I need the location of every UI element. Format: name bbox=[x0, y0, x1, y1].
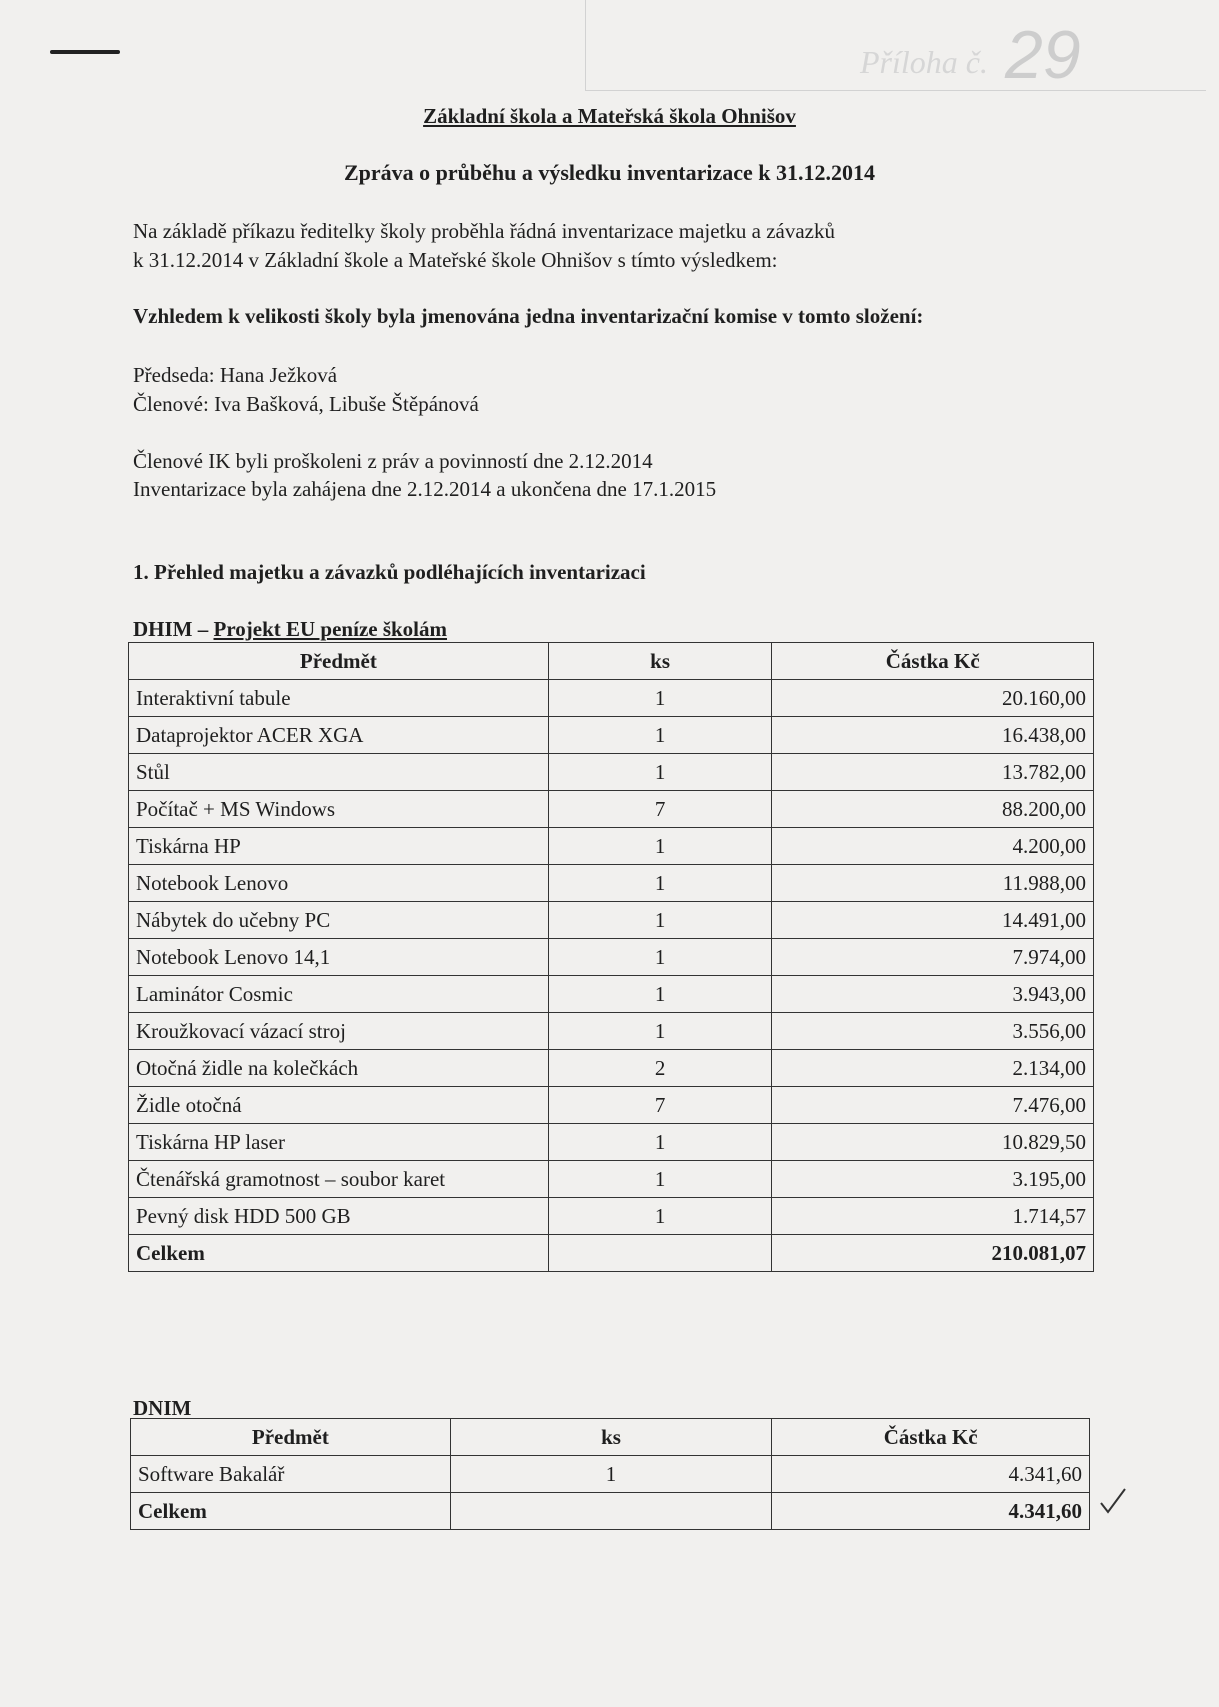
total-amount: 4.341,60 bbox=[772, 1493, 1090, 1530]
commission-members: Členové: Iva Bašková, Libuše Štěpánová bbox=[133, 392, 479, 416]
row-qty: 1 bbox=[548, 1161, 772, 1198]
row-amount: 7.974,00 bbox=[772, 939, 1094, 976]
inventory-dates: Inventarizace byla zahájena dne 2.12.2014 a ukončena dne 17.1.2015 bbox=[133, 477, 717, 501]
total-qty bbox=[450, 1493, 772, 1530]
row-qty: 2 bbox=[548, 1050, 772, 1087]
dhim-caption-project: Projekt EU peníze školám bbox=[213, 617, 448, 641]
table-row bbox=[129, 791, 1094, 828]
row-amount: 11.988,00 bbox=[772, 865, 1094, 902]
table-row bbox=[129, 717, 1094, 754]
table-row bbox=[129, 1050, 1094, 1087]
col-header-qty: ks bbox=[548, 643, 772, 680]
row-item: Software Bakalář bbox=[131, 1456, 451, 1493]
table-row bbox=[129, 754, 1094, 791]
row-item: Čtenářská gramotnost – soubor karet bbox=[129, 1161, 549, 1198]
col-header-amount: Částka Kč bbox=[772, 643, 1094, 680]
row-item: Počítač + MS Windows bbox=[129, 791, 549, 828]
table-row bbox=[131, 1456, 1090, 1493]
row-item: Tiskárna HP bbox=[129, 828, 549, 865]
row-amount: 4.200,00 bbox=[772, 828, 1094, 865]
row-qty: 1 bbox=[548, 1124, 772, 1161]
table-row bbox=[129, 1198, 1094, 1235]
col-header-amount: Částka Kč bbox=[772, 1419, 1090, 1456]
total-amount: 210.081,07 bbox=[772, 1235, 1094, 1272]
dnim-total-row bbox=[131, 1493, 1090, 1530]
dhim-caption bbox=[133, 617, 447, 642]
row-qty: 1 bbox=[548, 939, 772, 976]
section-1-heading: 1. Přehled majetku a závazků podléhajících inventarizaci bbox=[133, 560, 646, 584]
row-qty: 1 bbox=[548, 902, 772, 939]
row-item: Tiskárna HP laser bbox=[129, 1124, 549, 1161]
row-amount: 3.195,00 bbox=[772, 1161, 1094, 1198]
row-item: Otočná židle na kolečkách bbox=[129, 1050, 549, 1087]
row-item: Pevný disk HDD 500 GB bbox=[129, 1198, 549, 1235]
row-item: Kroužkovací vázací stroj bbox=[129, 1013, 549, 1050]
dhim-header-row bbox=[129, 643, 1094, 680]
row-amount: 10.829,50 bbox=[772, 1124, 1094, 1161]
school-name: Základní škola a Mateřská škola Ohnišov bbox=[423, 104, 796, 128]
row-qty: 1 bbox=[548, 717, 772, 754]
row-amount: 7.476,00 bbox=[772, 1087, 1094, 1124]
commission-chair: Předseda: Hana Ježková bbox=[133, 363, 338, 387]
table-row bbox=[129, 828, 1094, 865]
table-row bbox=[129, 680, 1094, 717]
dhim-table bbox=[128, 642, 1094, 1272]
row-qty: 1 bbox=[548, 680, 772, 717]
col-header-item: Předmět bbox=[131, 1419, 451, 1456]
dhim-caption-prefix: DHIM – bbox=[133, 617, 214, 641]
row-qty: 7 bbox=[548, 1087, 772, 1124]
row-amount: 20.160,00 bbox=[772, 680, 1094, 717]
row-item: Laminátor Cosmic bbox=[129, 976, 549, 1013]
table-row bbox=[129, 1124, 1094, 1161]
row-amount: 2.134,00 bbox=[772, 1050, 1094, 1087]
row-amount: 13.782,00 bbox=[772, 754, 1094, 791]
report-title: Zpráva o průběhu a výsledku inventarizace k 31.12.2014 bbox=[343, 160, 876, 185]
dnim-header-row bbox=[131, 1419, 1090, 1456]
dhim-total-row bbox=[129, 1235, 1094, 1272]
check-mark-icon bbox=[1098, 1486, 1128, 1516]
intro-line-1: Na základě příkazu ředitelky školy proběhla řádná inventarizace majetku a závazků bbox=[133, 219, 835, 243]
col-header-qty: ks bbox=[450, 1419, 772, 1456]
table-row bbox=[129, 1013, 1094, 1050]
row-qty: 1 bbox=[548, 1013, 772, 1050]
row-item: Notebook Lenovo bbox=[129, 865, 549, 902]
row-item: Notebook Lenovo 14,1 bbox=[129, 939, 549, 976]
dnim-table bbox=[130, 1418, 1090, 1530]
row-qty: 7 bbox=[548, 791, 772, 828]
row-item: Interaktivní tabule bbox=[129, 680, 549, 717]
dnim-caption: DNIM bbox=[133, 1396, 192, 1420]
row-amount: 1.714,57 bbox=[772, 1198, 1094, 1235]
row-qty: 1 bbox=[450, 1456, 772, 1493]
row-amount: 3.556,00 bbox=[772, 1013, 1094, 1050]
margin-pen-mark bbox=[50, 50, 120, 54]
total-qty bbox=[548, 1235, 772, 1272]
row-amount: 16.438,00 bbox=[772, 717, 1094, 754]
row-amount: 3.943,00 bbox=[772, 976, 1094, 1013]
table-row bbox=[129, 939, 1094, 976]
row-qty: 1 bbox=[548, 1198, 772, 1235]
row-item: Dataprojektor ACER XGA bbox=[129, 717, 549, 754]
table-row bbox=[129, 902, 1094, 939]
row-amount: 4.341,60 bbox=[772, 1456, 1090, 1493]
row-item: Nábytek do učebny PC bbox=[129, 902, 549, 939]
row-amount: 88.200,00 bbox=[772, 791, 1094, 828]
row-qty: 1 bbox=[548, 865, 772, 902]
table-row bbox=[129, 976, 1094, 1013]
row-qty: 1 bbox=[548, 976, 772, 1013]
total-label: Celkem bbox=[131, 1493, 451, 1530]
intro-line-2: k 31.12.2014 v Základní škole a Mateřské škole Ohnišov s tímto výsledkem: bbox=[133, 248, 778, 272]
row-item: Stůl bbox=[129, 754, 549, 791]
col-header-item: Předmět bbox=[129, 643, 549, 680]
row-amount: 14.491,00 bbox=[772, 902, 1094, 939]
stamp-number: 29 bbox=[1005, 17, 1081, 93]
table-row bbox=[129, 1087, 1094, 1124]
commission-heading: Vzhledem k velikosti školy byla jmenována jedna inventarizační komise v tomto složení: bbox=[133, 304, 924, 328]
row-qty: 1 bbox=[548, 754, 772, 791]
total-label: Celkem bbox=[129, 1235, 549, 1272]
row-item: Židle otočná bbox=[129, 1087, 549, 1124]
row-qty: 1 bbox=[548, 828, 772, 865]
table-row bbox=[129, 865, 1094, 902]
training-date: Členové IK byli proškoleni z práv a povinností dne 2.12.2014 bbox=[133, 449, 653, 473]
table-row bbox=[129, 1161, 1094, 1198]
stamp-label: Příloha č. bbox=[860, 44, 988, 80]
